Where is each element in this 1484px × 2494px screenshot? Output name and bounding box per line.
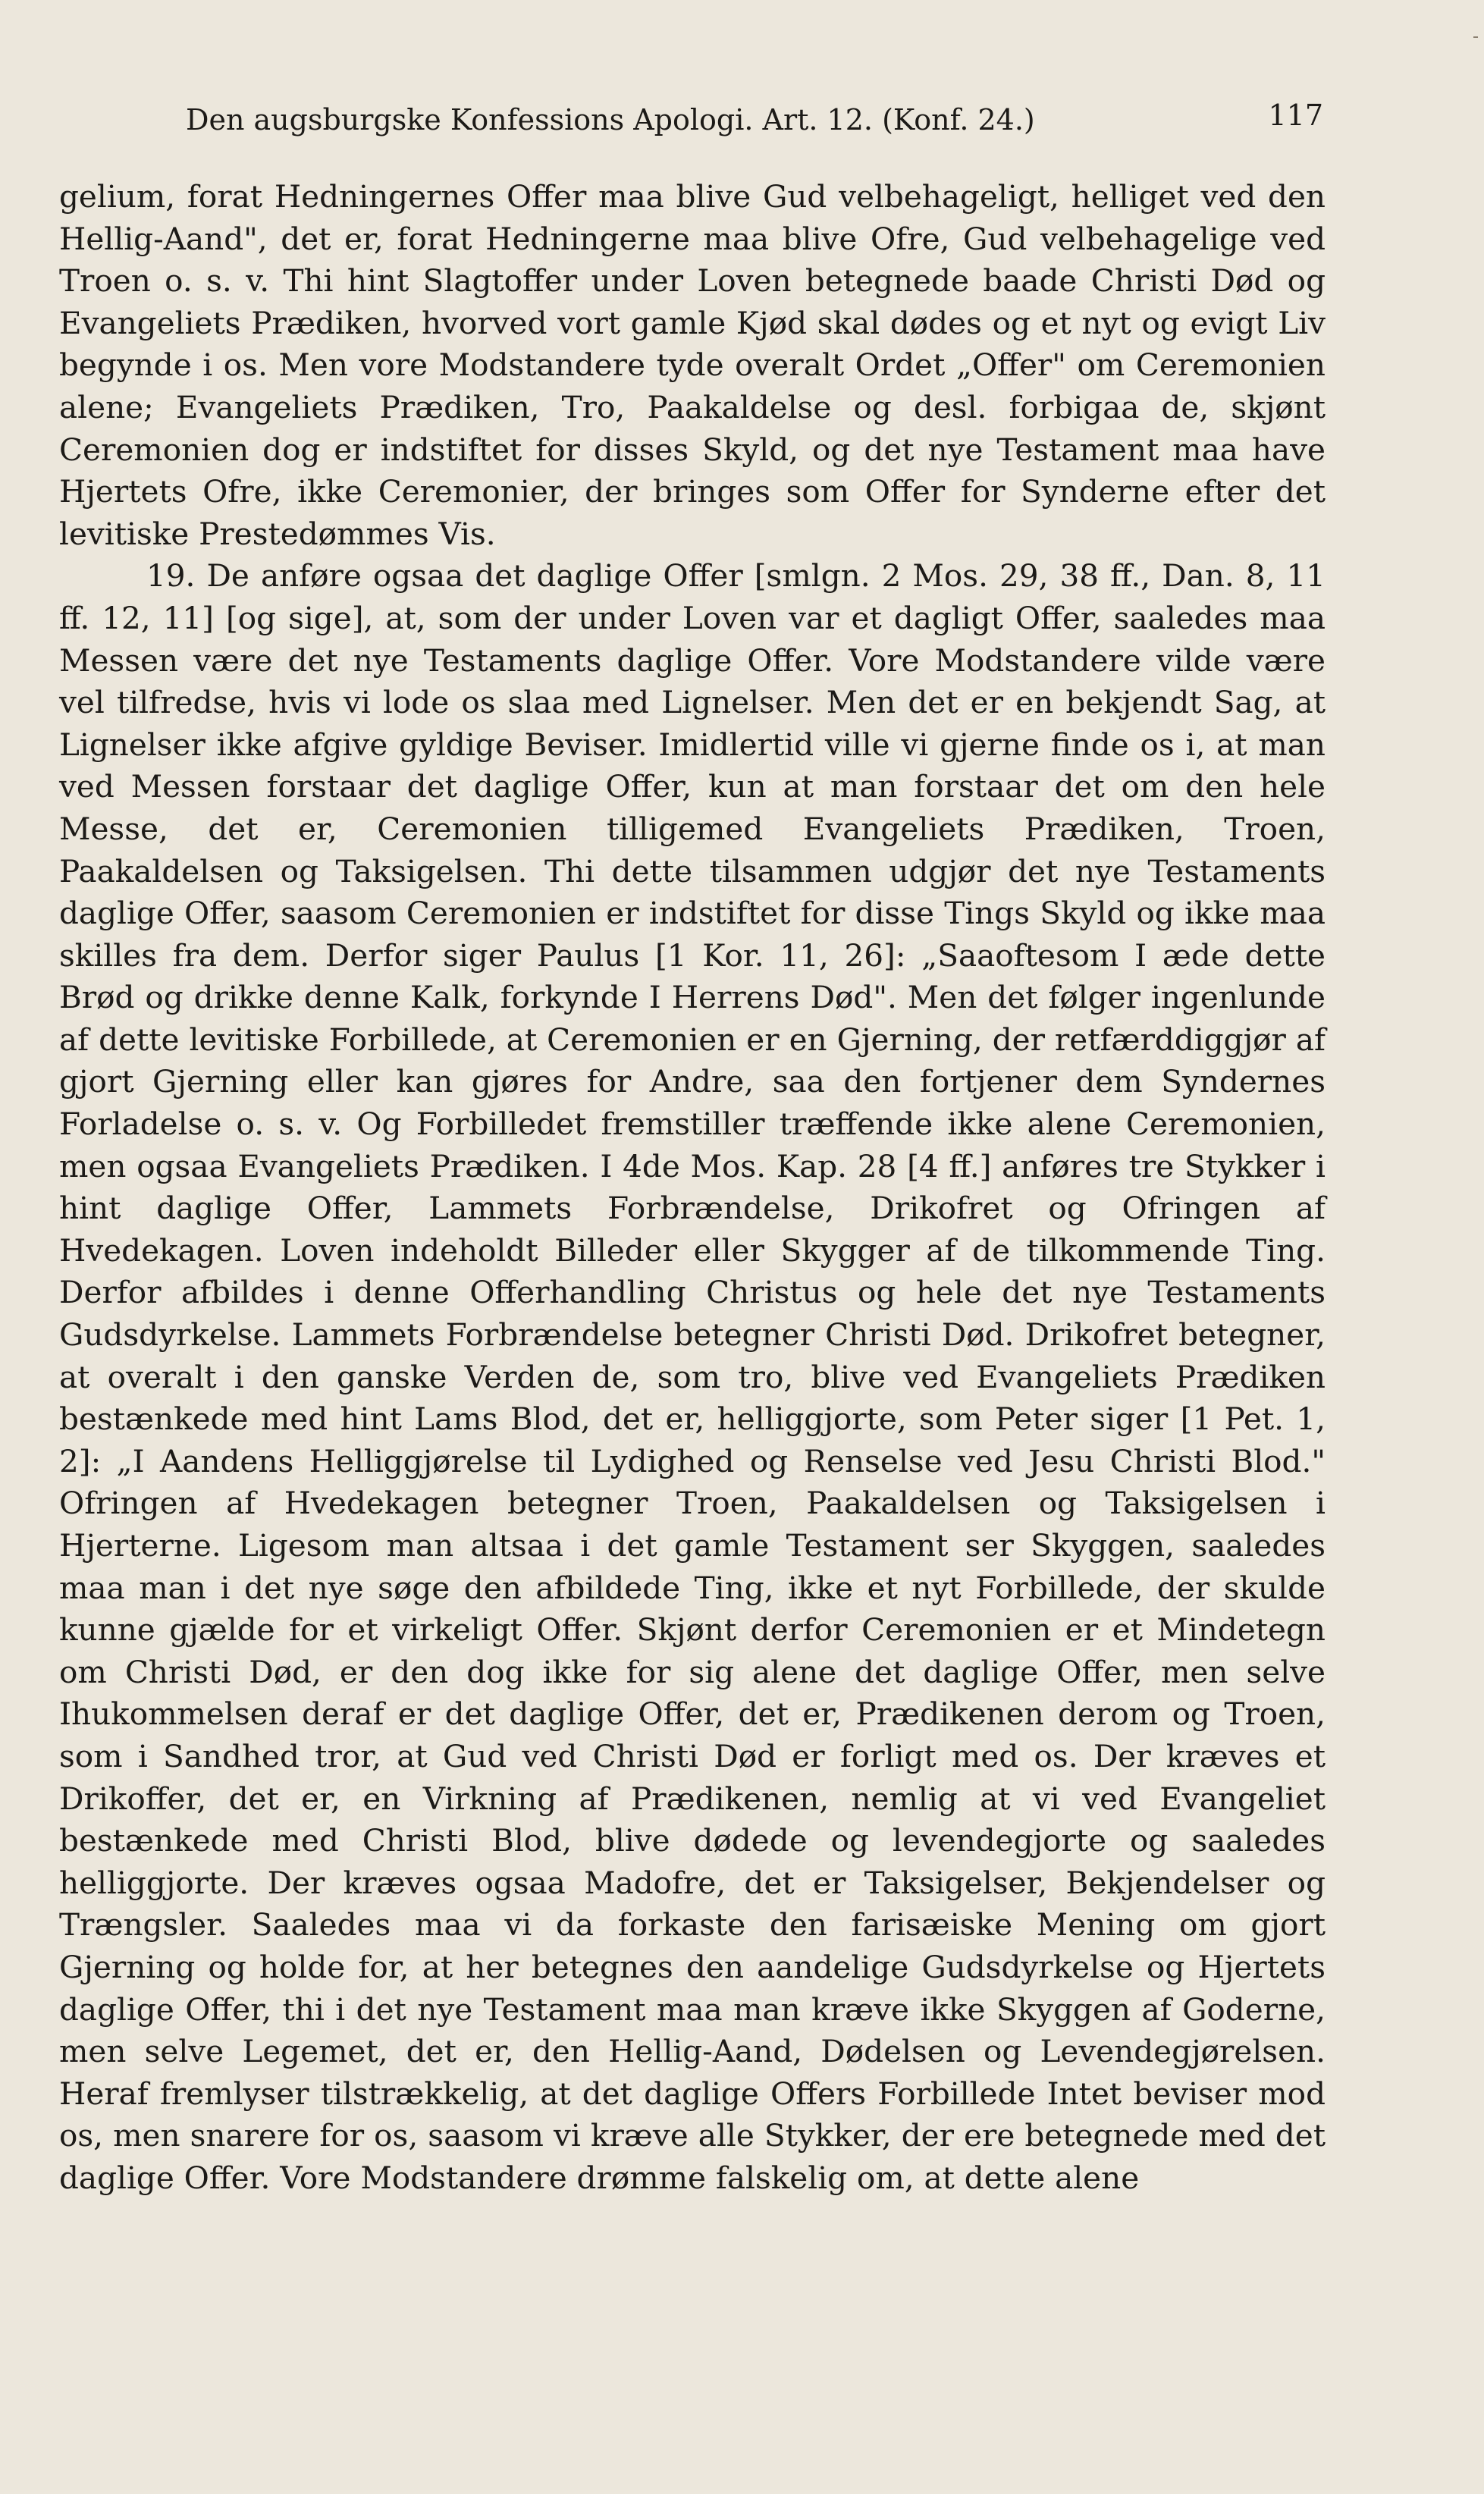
page-edge-mark bbox=[1473, 36, 1478, 38]
running-title: Den augsburgske Konfessions Apologi. Art. 12. (Konf. 24.) bbox=[186, 103, 1035, 136]
paragraph-19: 19. De anføre ogsaa det daglige Offer [smlgn. 2 Mos. 29, 38 ff., Dan. 8, 11 ff. 12, 11] [og sige], at, som der under Loven var et dagligt Offer, saaledes maa Messen være det nye Testaments daglige Offer. Vore Modstandere vilde være vel tilfredse, hvis vi lode os slaa med Lignelser. Men det er en bekjendt Sag, at Lignelser ikke afgive gyldige Beviser. Imidlertid ville vi gjerne finde os i, at man ved Messen forstaar det daglige Offer, kun at man forstaar det om den hele Messe, det er, Ceremonien tilligemed Evangeliets Prædiken, Troen, Paakaldelsen og Taksigelsen. Thi dette tilsammen udgjør det nye Testaments daglige Offer, saasom Ceremonien er indstiftet for disse Tings Skyld og ikke maa skilles fra dem. Derfor siger Paulus [1 Kor. 11, 26]: „Saaoftesom I æde dette Brød og drikke denne Kalk, forkynde I Herrens Død". Men det følger ingenlunde af dette levitiske Forbillede, at Ceremonien er en Gjerning, der retfærddiggjør af gjort Gjerning eller kan gjøres for Andre, saa den fortjener dem Syndernes Forladelse o. s. v. Og Forbilledet fremstiller træffende ikke alene Ceremonien, men ogsaa Evangeliets Prædiken. I 4de Mos. Kap. 28 [4 ff.] anføres tre Stykker i hint daglige Offer, Lammets Forbrændelse, Drikofret og Ofringen af Hvedekagen. Loven indeholdt Billeder eller Skygger af de tilkommende Ting. Derfor afbildes i denne Offerhandling Christus og hele det nye Testaments Gudsdyrkelse. Lammets Forbrændelse betegner Christi Død. Drikofret betegner, at overalt i den ganske Verden de, som tro, blive ved Evangeliets Prædiken bestænkede med hint Lams Blod, det er, helliggjorte, som Peter siger [1 Pet. 1, 2]: „I Aandens Helliggjørelse til Lydighed og Renselse ved Jesu Christi Blod." Ofringen af Hvedekagen betegner Troen, Paakaldelsen og Taksigelsen i Hjerterne. Ligesom man altsaa i det gamle Testament ser Skyggen, saaledes maa man i det nye søge den afbildede Ting, ikke et nyt Forbillede, der skulde kunne gjælde for et virkeligt Offer. Skjønt derfor Ceremonien er et Mindetegn om Christi Død, er den dog ikke for sig alene det daglige Offer, men selve Ihukommelsen deraf er det daglige Offer, det er, Prædikenen derom og Troen, som i Sandhed tror, at Gud ved Christi Død er forligt med os. Der kræves et Drikoffer, det er, en Virkning af Prædikenen, nemlig at vi ved Evangeliet bestænkede med Christi Blod, blive dødede og levendegjorte og saaledes helliggjorte. Der kræves ogsaa Madofre, det er Taksigelser, Bekjendelser og Trængsler. Saaledes maa vi da forkaste den farisæiske Mening om gjort Gjerning og holde for, at her betegnes den aandelige Gudsdyrkelse og Hjertets daglige Offer, thi i det nye Testament maa man kræve ikke Skyggen af Goderne, men selve Legemet, det er, den Hellig-Aand, Dødelsen og Levendegjørelsen. Heraf fremlyser tilstrækkelig, at det daglige Offers Forbillede Intet beviser mod os, men snarere for os, saasom vi kræve alle Stykker, der ere betegnede med det daglige Offer. Vore Modstandere drømme falskelig om, at dette alene bbox=[59, 557, 1326, 2196]
page-number: 117 bbox=[1268, 99, 1323, 132]
running-head bbox=[186, 97, 1323, 143]
paragraph-continuation: gelium, forat Hedningernes Offer maa blive Gud velbehageligt, helliget ved den Hellig-Aand", det er, forat Hedningerne maa blive Ofre, Gud velbehagelige ved Troen o. s. v. Thi hint Slagtoffer under Loven betegnede baade Christi Død og Evangeliets Prædiken, hvorved vort gamle Kjød skal dødes og et nyt og evigt Liv begynde i os. Men vore Modstandere tyde overalt Ordet „Offer" om Ceremonien alene; Evangeliets Prædiken, Tro, Paakaldelse og desl. forbigaa de, skjønt Ceremonien dog er indstiftet for disses Skyld, og det nye Testament maa have Hjertets Ofre, ikke Ceremonier, der bringes som Offer for Synderne efter det levitiske Prestedømmes Vis. bbox=[59, 178, 1326, 552]
body-text bbox=[59, 176, 1326, 2200]
